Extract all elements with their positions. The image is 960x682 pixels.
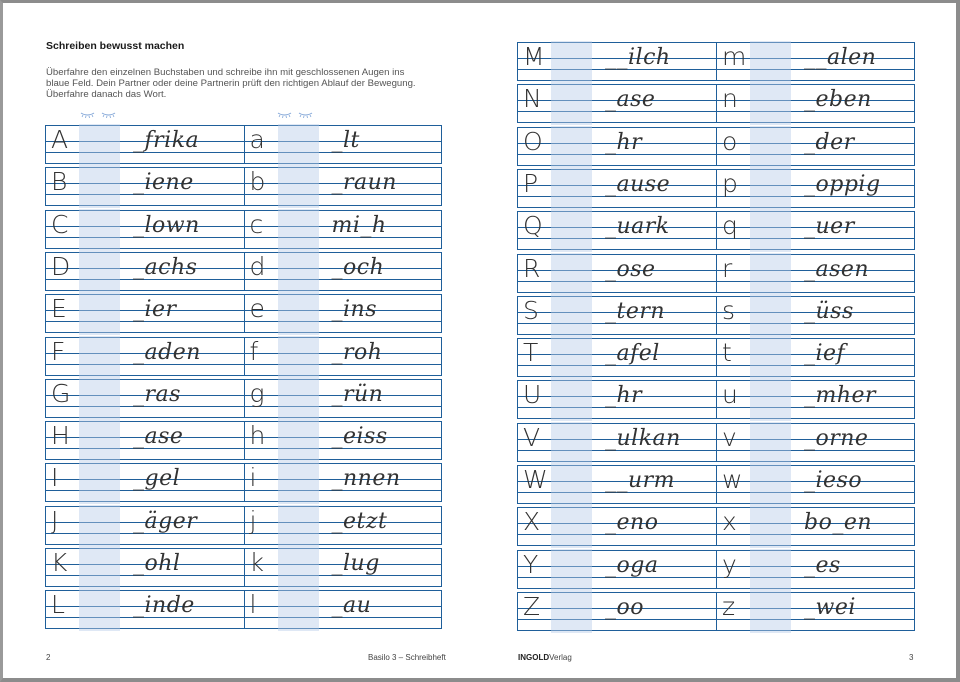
blue-writing-field[interactable]: [750, 549, 791, 591]
uppercase-letter: P: [523, 168, 539, 198]
letter-row: [517, 211, 915, 250]
blue-writing-field[interactable]: [750, 422, 791, 464]
letter-row: [517, 169, 915, 208]
blue-writing-field[interactable]: [750, 464, 791, 506]
blue-writing-field[interactable]: [79, 420, 120, 462]
lowercase-letter: y: [722, 549, 738, 579]
lowercase-word: _au: [331, 593, 372, 619]
lowercase-word: _lug: [331, 551, 380, 576]
uppercase-word: __ilch: [605, 45, 671, 70]
letter-row: [517, 592, 915, 631]
blue-writing-field[interactable]: [551, 506, 592, 548]
blue-writing-field[interactable]: [551, 126, 592, 168]
blue-writing-field[interactable]: [79, 293, 120, 335]
blue-writing-field[interactable]: [551, 422, 592, 464]
letter-row: [517, 296, 915, 335]
letter-row: [45, 506, 442, 545]
column-divider: [716, 211, 717, 250]
uppercase-word: _achs: [133, 254, 198, 280]
column-divider: [244, 252, 245, 291]
lowercase-letter: t: [722, 338, 733, 368]
column-divider: [716, 423, 717, 462]
lowercase-word: _rün: [331, 381, 384, 407]
letter-row: [517, 550, 915, 589]
blue-writing-field[interactable]: [750, 379, 791, 421]
blue-writing-field[interactable]: [750, 506, 791, 548]
lowercase-word: _asen: [804, 256, 870, 282]
uppercase-letter: D: [51, 251, 71, 281]
uppercase-word: _äger: [133, 508, 198, 534]
blue-writing-field[interactable]: [278, 251, 319, 293]
column-divider: [244, 167, 245, 206]
column-divider: [244, 337, 245, 376]
uppercase-letter: X: [523, 507, 541, 537]
letter-row: [517, 465, 915, 504]
letter-row: [45, 210, 442, 249]
letter-row: [45, 548, 442, 587]
blue-writing-field[interactable]: [278, 547, 319, 589]
blue-writing-field[interactable]: [551, 41, 592, 83]
lowercase-letter: v: [722, 422, 738, 452]
blue-writing-field[interactable]: [79, 505, 120, 547]
lowercase-letter: n: [722, 84, 739, 114]
uppercase-word: __urm: [605, 468, 676, 493]
uppercase-word: _lown: [133, 212, 200, 238]
lowercase-letter: m: [722, 42, 747, 71]
lowercase-letter: i: [249, 463, 257, 493]
lowercase-letter: f: [249, 336, 259, 366]
letter-row: [45, 294, 442, 333]
blue-writing-field[interactable]: [551, 295, 592, 337]
lowercase-word: _eiss: [331, 424, 388, 450]
lowercase-word: _wei: [804, 594, 856, 620]
lowercase-word: __alen: [804, 45, 877, 70]
letter-row: [45, 167, 442, 206]
uppercase-word: _ulkan: [605, 425, 681, 451]
lowercase-letter: e: [249, 294, 266, 324]
blue-writing-field[interactable]: [750, 41, 791, 83]
blue-writing-field[interactable]: [551, 464, 592, 506]
lowercase-letter: u: [722, 380, 739, 410]
column-divider: [716, 84, 717, 123]
blue-writing-field[interactable]: [79, 124, 120, 166]
uppercase-letter: F: [51, 336, 66, 366]
page-number-left: 2: [46, 653, 51, 662]
blue-writing-field[interactable]: [79, 336, 120, 378]
blue-writing-field[interactable]: [278, 589, 319, 631]
blue-writing-field[interactable]: [551, 168, 592, 210]
closed-eye-icon: [298, 110, 313, 118]
lowercase-letter: g: [249, 378, 266, 408]
closed-eye-icon: [277, 110, 292, 118]
lowercase-letter: s: [722, 295, 736, 325]
lowercase-letter: w: [722, 465, 743, 494]
uppercase-letter: J: [51, 505, 59, 535]
lowercase-word: _ieso: [804, 468, 863, 493]
lowercase-word: _nnen: [331, 466, 401, 492]
closed-eye-icon: [101, 110, 116, 118]
closed-eye-icon: [80, 110, 95, 118]
column-divider: [244, 379, 245, 418]
uppercase-word: _tern: [605, 298, 666, 324]
uppercase-word: _oo: [605, 594, 644, 620]
column-divider: [244, 421, 245, 460]
letter-row: [45, 252, 442, 291]
column-divider: [244, 590, 245, 629]
column-divider: [716, 254, 717, 293]
lowercase-word: _uer: [804, 214, 855, 240]
uppercase-letter: A: [51, 125, 69, 154]
instruction-line: Überfahre den einzelnen Buchstaben und schreibe ihn mit geschlossenen Augen ins: [46, 67, 405, 78]
uppercase-word: _inde: [133, 593, 195, 619]
lowercase-word: mi_h: [331, 212, 387, 238]
blue-writing-field[interactable]: [750, 210, 791, 252]
letter-row: [517, 127, 915, 166]
uppercase-letter: O: [523, 126, 544, 156]
uppercase-letter: C: [51, 209, 69, 239]
lowercase-letter: z: [722, 591, 736, 621]
blue-writing-field[interactable]: [79, 166, 120, 208]
uppercase-letter: H: [51, 421, 71, 451]
lowercase-letter: l: [249, 590, 257, 620]
uppercase-word: _aden: [133, 339, 201, 365]
column-divider: [716, 169, 717, 208]
column-divider: [716, 42, 717, 81]
uppercase-word: _afel: [605, 341, 660, 367]
column-divider: [244, 294, 245, 333]
blue-writing-field[interactable]: [79, 209, 120, 251]
column-divider: [716, 465, 717, 504]
publisher-logo-rest: Verlag: [549, 653, 572, 662]
lowercase-word: _üss: [804, 298, 854, 324]
lowercase-word: _es: [804, 552, 841, 578]
lowercase-letter: r: [722, 253, 733, 283]
uppercase-word: _eno: [605, 510, 659, 536]
closed-eyes-group-upper: [80, 110, 116, 118]
lowercase-word: _ief: [804, 341, 846, 367]
blue-writing-field[interactable]: [551, 591, 592, 633]
uppercase-letter: S: [523, 295, 540, 325]
uppercase-word: _ause: [605, 171, 671, 197]
blue-writing-field[interactable]: [551, 253, 592, 295]
blue-writing-field[interactable]: [278, 462, 319, 504]
uppercase-word: _ier: [133, 297, 177, 323]
lowercase-word: _eben: [804, 87, 872, 113]
blue-writing-field[interactable]: [750, 168, 791, 210]
column-divider: [716, 592, 717, 631]
uppercase-word: _ras: [133, 381, 181, 407]
letter-row: [517, 507, 915, 546]
lowercase-letter: k: [249, 548, 265, 577]
lowercase-word: _och: [331, 254, 385, 280]
publisher-logo: [518, 653, 572, 662]
letter-row: [517, 84, 915, 123]
lowercase-letter: x: [722, 507, 738, 537]
blue-writing-field[interactable]: [278, 166, 319, 208]
lowercase-letter: j: [249, 505, 257, 535]
lowercase-word: _orne: [804, 425, 869, 451]
blue-writing-field[interactable]: [750, 591, 791, 633]
blue-writing-field[interactable]: [278, 420, 319, 462]
lowercase-letter: a: [249, 125, 266, 154]
uppercase-letter: U: [523, 380, 542, 410]
blue-writing-field[interactable]: [750, 295, 791, 337]
uppercase-letter: W: [523, 465, 549, 494]
closed-eyes-group-lower: [277, 110, 313, 118]
lowercase-letter: p: [722, 168, 739, 198]
lowercase-letter: b: [249, 167, 266, 197]
column-divider: [716, 338, 717, 377]
lowercase-word: _raun: [331, 170, 397, 196]
letter-row: [517, 423, 915, 462]
uppercase-letter: N: [523, 84, 543, 114]
column-divider: [716, 127, 717, 166]
uppercase-word: _iene: [133, 170, 194, 196]
letter-row: [45, 125, 442, 164]
publisher-logo-bold: INGOLD: [518, 653, 550, 662]
blue-writing-field[interactable]: [750, 83, 791, 125]
blue-writing-field[interactable]: [79, 251, 120, 293]
letter-row: [45, 463, 442, 502]
blue-writing-field[interactable]: [750, 126, 791, 168]
lowercase-word: bo_en: [804, 510, 873, 536]
uppercase-word: _gel: [133, 466, 181, 492]
blue-writing-field[interactable]: [750, 337, 791, 379]
blue-writing-field[interactable]: [79, 547, 120, 589]
blue-writing-field[interactable]: [278, 378, 319, 420]
uppercase-letter: T: [523, 338, 539, 368]
uppercase-letter: Q: [523, 211, 544, 241]
uppercase-letter: I: [51, 463, 59, 493]
lowercase-word: _mher: [804, 383, 877, 409]
column-divider: [716, 380, 717, 419]
blue-writing-field[interactable]: [551, 549, 592, 591]
uppercase-word: _uark: [605, 214, 670, 240]
uppercase-letter: L: [51, 590, 66, 620]
lowercase-word: _roh: [331, 339, 383, 365]
blue-writing-field[interactable]: [79, 589, 120, 631]
uppercase-word: _ase: [605, 87, 656, 113]
lowercase-letter: h: [249, 421, 266, 451]
uppercase-letter: V: [523, 422, 541, 452]
footer-book-title: Basilo 3 – Schreibheft: [368, 653, 446, 662]
column-divider: [244, 210, 245, 249]
uppercase-word: _ohl: [133, 551, 181, 576]
lowercase-letter: q: [722, 211, 739, 241]
uppercase-word: _oga: [605, 552, 659, 578]
uppercase-letter: G: [51, 378, 71, 408]
blue-writing-field[interactable]: [551, 337, 592, 379]
column-divider: [244, 125, 245, 164]
column-divider: [716, 507, 717, 546]
lowercase-word: _der: [804, 129, 855, 155]
uppercase-letter: Y: [523, 549, 539, 579]
letter-row: [45, 379, 442, 418]
column-divider: [716, 296, 717, 335]
uppercase-letter: Z: [523, 591, 541, 621]
lowercase-letter: c: [249, 209, 264, 239]
uppercase-letter: B: [51, 167, 68, 197]
letter-row: [517, 380, 915, 419]
uppercase-word: _ose: [605, 256, 656, 282]
column-divider: [716, 550, 717, 589]
uppercase-letter: R: [523, 253, 541, 283]
lowercase-word: _oppig: [804, 171, 881, 197]
lowercase-word: _etzt: [331, 508, 388, 534]
blue-writing-field[interactable]: [551, 210, 592, 252]
blue-writing-field[interactable]: [278, 293, 319, 335]
letter-row: [517, 254, 915, 293]
blue-writing-field[interactable]: [551, 83, 592, 125]
uppercase-word: _hr: [605, 129, 643, 155]
letter-row: [45, 337, 442, 376]
uppercase-word: _frika: [133, 128, 200, 153]
instructions: [46, 67, 446, 101]
lowercase-word: _ins: [331, 297, 377, 323]
column-divider: [244, 463, 245, 502]
blue-writing-field[interactable]: [551, 379, 592, 421]
page-title: Schreiben bewusst machen: [46, 40, 185, 52]
uppercase-letter: M: [523, 42, 546, 71]
blue-writing-field[interactable]: [278, 336, 319, 378]
uppercase-letter: K: [51, 548, 68, 577]
uppercase-letter: E: [51, 294, 68, 324]
blue-writing-field[interactable]: [278, 505, 319, 547]
uppercase-word: _ase: [133, 424, 184, 450]
column-divider: [244, 506, 245, 545]
letter-row: [517, 338, 915, 377]
blue-writing-field[interactable]: [278, 124, 319, 166]
column-divider: [244, 548, 245, 587]
lowercase-letter: o: [722, 126, 738, 156]
instruction-line: Überfahre danach das Wort.: [46, 89, 167, 101]
page-number-right: 3: [909, 653, 914, 662]
blue-writing-field[interactable]: [278, 209, 319, 251]
lowercase-word: _lt: [331, 128, 360, 153]
lowercase-letter: d: [249, 251, 266, 281]
uppercase-word: _hr: [605, 383, 643, 409]
letter-row: [45, 421, 442, 460]
letter-row: [517, 42, 915, 81]
letter-row: [45, 590, 442, 629]
instruction-line: blaue Feld. Dein Partner oder deine Partnerin prüft den richtigen Ablauf der Bewegung.: [46, 78, 416, 90]
blue-writing-field[interactable]: [79, 462, 120, 504]
blue-writing-field[interactable]: [750, 253, 791, 295]
blue-writing-field[interactable]: [79, 378, 120, 420]
